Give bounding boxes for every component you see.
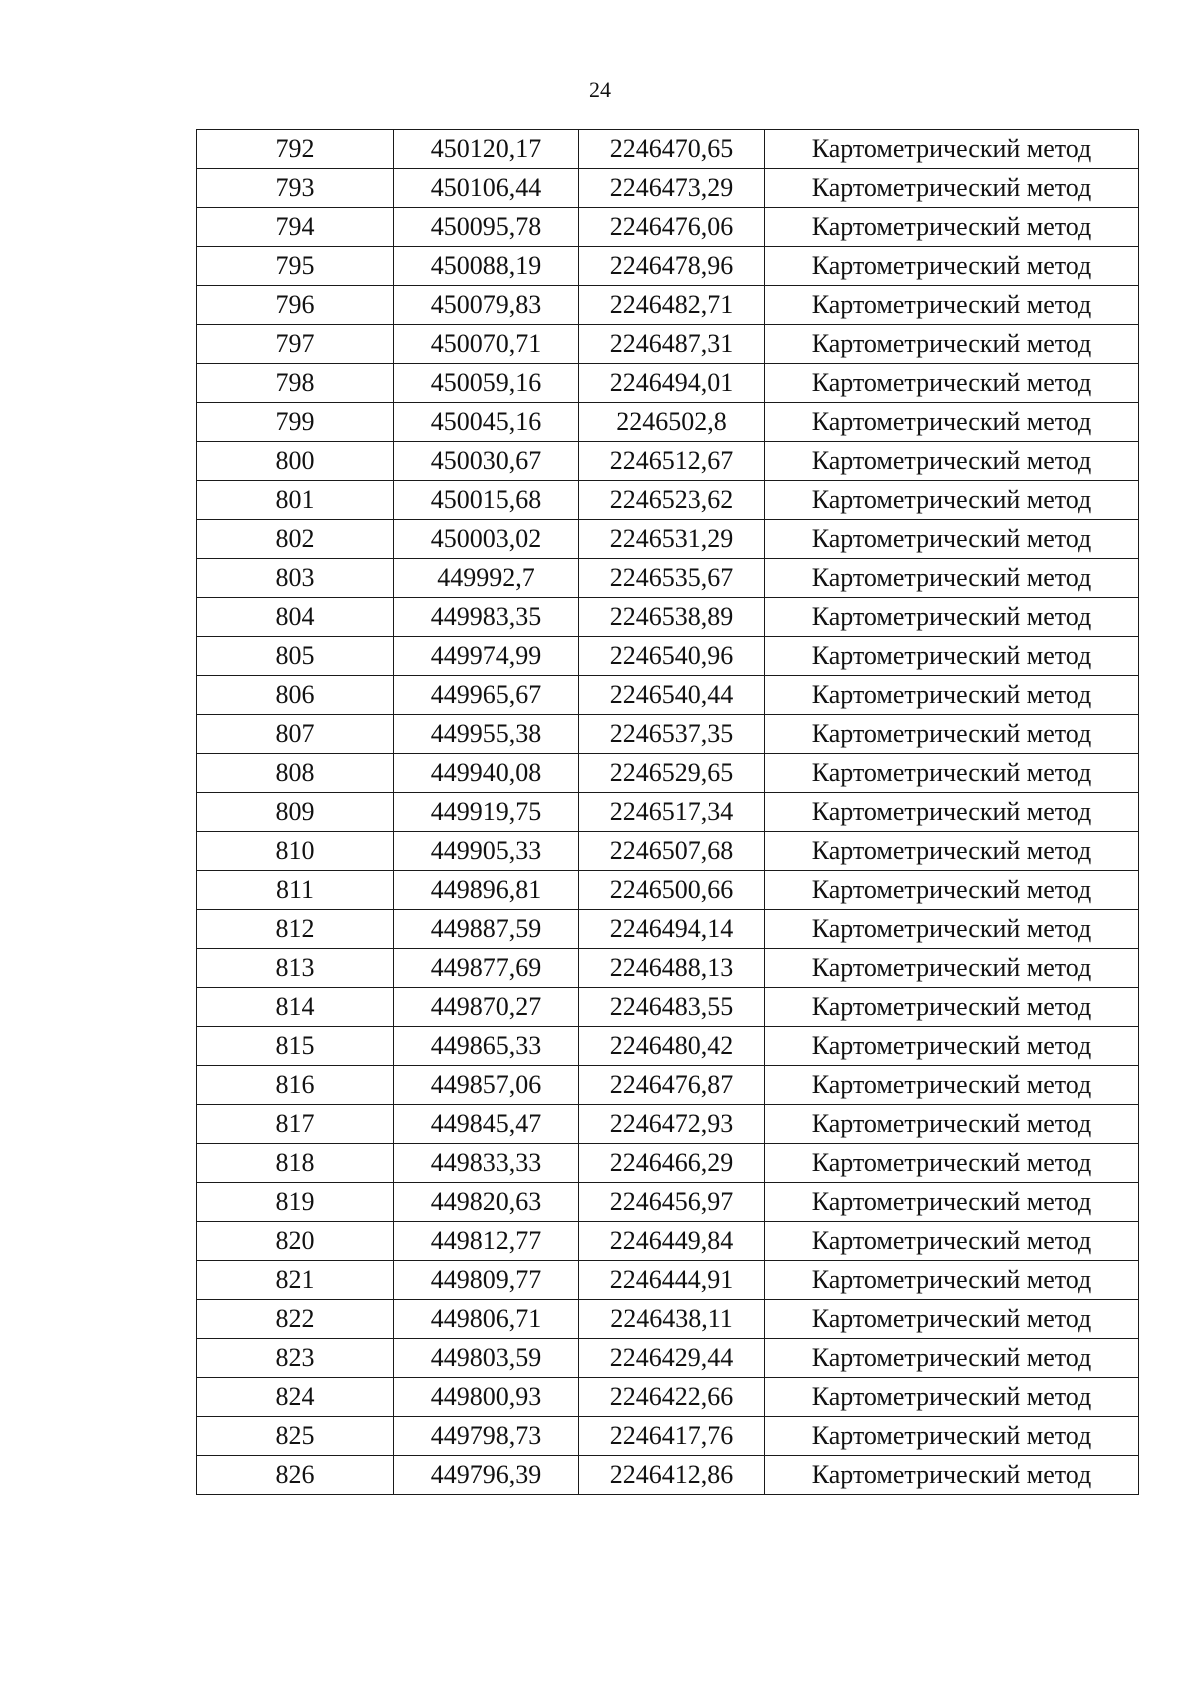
method-cell: Картометрический метод [765,754,1139,793]
x-coordinate-cell: 449803,59 [394,1339,579,1378]
method-cell: Картометрический метод [765,325,1139,364]
point-number-cell: 797 [197,325,394,364]
y-coordinate-cell: 2246449,84 [579,1222,765,1261]
y-coordinate-cell: 2246494,01 [579,364,765,403]
x-coordinate-cell: 449887,59 [394,910,579,949]
method-cell: Картометрический метод [765,1144,1139,1183]
x-coordinate-cell: 450120,17 [394,130,579,169]
table-row [197,208,1139,247]
method-cell: Картометрический метод [765,403,1139,442]
y-coordinate-cell: 2246422,66 [579,1378,765,1417]
table-row [197,988,1139,1027]
table-row [197,1417,1139,1456]
x-coordinate-cell: 449974,99 [394,637,579,676]
y-coordinate-cell: 2246535,67 [579,559,765,598]
method-cell: Картометрический метод [765,871,1139,910]
method-cell: Картометрический метод [765,1300,1139,1339]
x-coordinate-cell: 449992,7 [394,559,579,598]
y-coordinate-cell: 2246488,13 [579,949,765,988]
point-number-cell: 803 [197,559,394,598]
x-coordinate-cell: 450079,83 [394,286,579,325]
point-number-cell: 805 [197,637,394,676]
y-coordinate-cell: 2246470,65 [579,130,765,169]
y-coordinate-cell: 2246456,97 [579,1183,765,1222]
x-coordinate-cell: 449812,77 [394,1222,579,1261]
y-coordinate-cell: 2246538,89 [579,598,765,637]
method-cell: Картометрический метод [765,520,1139,559]
point-number-cell: 798 [197,364,394,403]
point-number-cell: 799 [197,403,394,442]
table-row [197,598,1139,637]
x-coordinate-cell: 449796,39 [394,1456,579,1495]
method-cell: Картометрический метод [765,169,1139,208]
point-number-cell: 823 [197,1339,394,1378]
table-row [197,559,1139,598]
y-coordinate-cell: 2246438,11 [579,1300,765,1339]
point-number-cell: 824 [197,1378,394,1417]
x-coordinate-cell: 449806,71 [394,1300,579,1339]
table-row [197,481,1139,520]
y-coordinate-cell: 2246417,76 [579,1417,765,1456]
x-coordinate-cell: 449833,33 [394,1144,579,1183]
y-coordinate-cell: 2246466,29 [579,1144,765,1183]
x-coordinate-cell: 450106,44 [394,169,579,208]
x-coordinate-cell: 450095,78 [394,208,579,247]
x-coordinate-cell: 449809,77 [394,1261,579,1300]
x-coordinate-cell: 449896,81 [394,871,579,910]
table-row [197,1027,1139,1066]
method-cell: Картометрический метод [765,715,1139,754]
table-row [197,130,1139,169]
y-coordinate-cell: 2246476,87 [579,1066,765,1105]
point-number-cell: 821 [197,1261,394,1300]
x-coordinate-cell: 450030,67 [394,442,579,481]
point-number-cell: 801 [197,481,394,520]
point-number-cell: 822 [197,1300,394,1339]
method-cell: Картометрический метод [765,598,1139,637]
y-coordinate-cell: 2246429,44 [579,1339,765,1378]
x-coordinate-cell: 449798,73 [394,1417,579,1456]
point-number-cell: 802 [197,520,394,559]
method-cell: Картометрический метод [765,1456,1139,1495]
table-row [197,1105,1139,1144]
y-coordinate-cell: 2246512,67 [579,442,765,481]
y-coordinate-cell: 2246476,06 [579,208,765,247]
method-cell: Картометрический метод [765,1222,1139,1261]
coordinates-table [196,129,1139,1495]
table-row [197,520,1139,559]
method-cell: Картометрический метод [765,1183,1139,1222]
y-coordinate-cell: 2246540,44 [579,676,765,715]
y-coordinate-cell: 2246487,31 [579,325,765,364]
y-coordinate-cell: 2246444,91 [579,1261,765,1300]
x-coordinate-cell: 449800,93 [394,1378,579,1417]
method-cell: Картометрический метод [765,1417,1139,1456]
y-coordinate-cell: 2246482,71 [579,286,765,325]
table-row [197,1456,1139,1495]
table-row [197,1183,1139,1222]
point-number-cell: 811 [197,871,394,910]
x-coordinate-cell: 450070,71 [394,325,579,364]
method-cell: Картометрический метод [765,637,1139,676]
point-number-cell: 792 [197,130,394,169]
y-coordinate-cell: 2246531,29 [579,520,765,559]
method-cell: Картометрический метод [765,1105,1139,1144]
table-row [197,1222,1139,1261]
table-row [197,1339,1139,1378]
point-number-cell: 825 [197,1417,394,1456]
table-row [197,1144,1139,1183]
point-number-cell: 815 [197,1027,394,1066]
point-number-cell: 809 [197,793,394,832]
table-row [197,1300,1139,1339]
x-coordinate-cell: 450015,68 [394,481,579,520]
y-coordinate-cell: 2246537,35 [579,715,765,754]
point-number-cell: 794 [197,208,394,247]
table-row [197,715,1139,754]
method-cell: Картометрический метод [765,130,1139,169]
table-row [197,949,1139,988]
y-coordinate-cell: 2246502,8 [579,403,765,442]
method-cell: Картометрический метод [765,832,1139,871]
table-row [197,247,1139,286]
point-number-cell: 816 [197,1066,394,1105]
point-number-cell: 806 [197,676,394,715]
y-coordinate-cell: 2246412,86 [579,1456,765,1495]
point-number-cell: 818 [197,1144,394,1183]
y-coordinate-cell: 2246483,55 [579,988,765,1027]
table-row [197,325,1139,364]
point-number-cell: 820 [197,1222,394,1261]
x-coordinate-cell: 449983,35 [394,598,579,637]
x-coordinate-cell: 449857,06 [394,1066,579,1105]
y-coordinate-cell: 2246494,14 [579,910,765,949]
table-row [197,676,1139,715]
method-cell: Картометрический метод [765,364,1139,403]
x-coordinate-cell: 449845,47 [394,1105,579,1144]
point-number-cell: 808 [197,754,394,793]
table-row [197,832,1139,871]
table-row [197,754,1139,793]
x-coordinate-cell: 450045,16 [394,403,579,442]
method-cell: Картометрический метод [765,208,1139,247]
table-row [197,637,1139,676]
method-cell: Картометрический метод [765,988,1139,1027]
point-number-cell: 812 [197,910,394,949]
y-coordinate-cell: 2246480,42 [579,1027,765,1066]
page-number: 24 [589,77,611,102]
table-row [197,793,1139,832]
y-coordinate-cell: 2246500,66 [579,871,765,910]
table-row [197,1261,1139,1300]
x-coordinate-cell: 449865,33 [394,1027,579,1066]
x-coordinate-cell: 449940,08 [394,754,579,793]
x-coordinate-cell: 449919,75 [394,793,579,832]
point-number-cell: 813 [197,949,394,988]
method-cell: Картометрический метод [765,559,1139,598]
method-cell: Картометрический метод [765,442,1139,481]
point-number-cell: 800 [197,442,394,481]
point-number-cell: 796 [197,286,394,325]
point-number-cell: 826 [197,1456,394,1495]
table-row [197,442,1139,481]
y-coordinate-cell: 2246523,62 [579,481,765,520]
table-row [197,910,1139,949]
table-row [197,286,1139,325]
table-row [197,1066,1139,1105]
method-cell: Картометрический метод [765,949,1139,988]
method-cell: Картометрический метод [765,1378,1139,1417]
method-cell: Картометрический метод [765,481,1139,520]
y-coordinate-cell: 2246478,96 [579,247,765,286]
method-cell: Картометрический метод [765,247,1139,286]
x-coordinate-cell: 449965,67 [394,676,579,715]
point-number-cell: 819 [197,1183,394,1222]
x-coordinate-cell: 449870,27 [394,988,579,1027]
x-coordinate-cell: 450003,02 [394,520,579,559]
table-row [197,1378,1139,1417]
table-row [197,871,1139,910]
coordinates-table-body [197,130,1139,1495]
method-cell: Картометрический метод [765,1339,1139,1378]
method-cell: Картометрический метод [765,1027,1139,1066]
x-coordinate-cell: 449955,38 [394,715,579,754]
x-coordinate-cell: 449877,69 [394,949,579,988]
point-number-cell: 814 [197,988,394,1027]
point-number-cell: 810 [197,832,394,871]
y-coordinate-cell: 2246540,96 [579,637,765,676]
y-coordinate-cell: 2246507,68 [579,832,765,871]
y-coordinate-cell: 2246517,34 [579,793,765,832]
table-row [197,403,1139,442]
table-row [197,169,1139,208]
method-cell: Картометрический метод [765,676,1139,715]
method-cell: Картометрический метод [765,910,1139,949]
x-coordinate-cell: 450088,19 [394,247,579,286]
point-number-cell: 807 [197,715,394,754]
method-cell: Картометрический метод [765,1261,1139,1300]
table-row [197,364,1139,403]
x-coordinate-cell: 450059,16 [394,364,579,403]
method-cell: Картометрический метод [765,793,1139,832]
y-coordinate-cell: 2246529,65 [579,754,765,793]
method-cell: Картометрический метод [765,1066,1139,1105]
x-coordinate-cell: 449820,63 [394,1183,579,1222]
point-number-cell: 795 [197,247,394,286]
point-number-cell: 793 [197,169,394,208]
point-number-cell: 804 [197,598,394,637]
x-coordinate-cell: 449905,33 [394,832,579,871]
y-coordinate-cell: 2246473,29 [579,169,765,208]
point-number-cell: 817 [197,1105,394,1144]
y-coordinate-cell: 2246472,93 [579,1105,765,1144]
method-cell: Картометрический метод [765,286,1139,325]
